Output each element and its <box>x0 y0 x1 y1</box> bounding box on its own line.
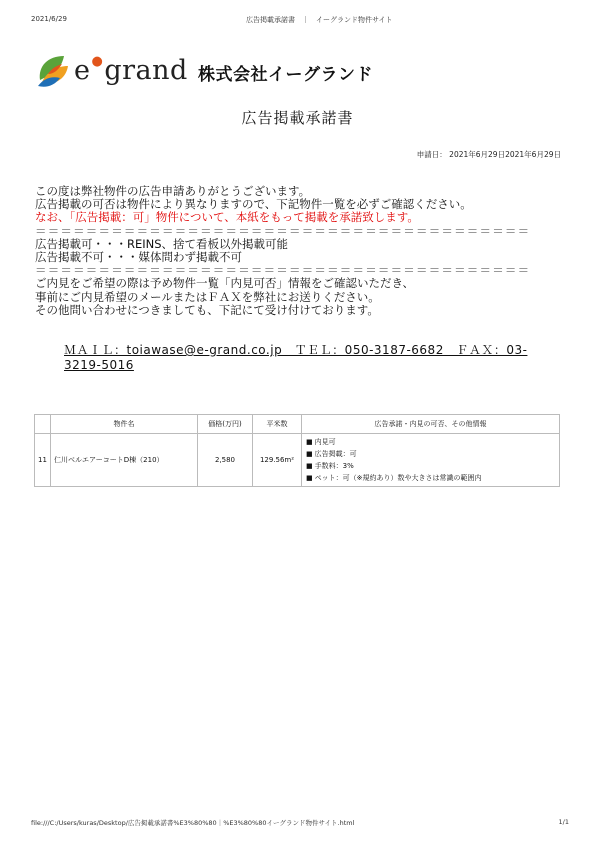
print-url: file:///C:/Users/kuras/Desktop/広告掲載承諾書%E3%80%80｜%E3%80%80イーグランド物件サイト.html <box>31 819 355 827</box>
print-date: 2021/6/29 <box>31 15 67 23</box>
print-page-title: 広告掲載承諾書 ｜ イーグランド物件サイト <box>246 16 393 24</box>
contact-info[interactable]: ＭＡＩＬ：toiawase@e-grand.co.jp ＴＥＬ：050-3187-6682 ＦＡＸ：03-3219-5016 <box>64 343 528 372</box>
intro-line-viewing: ご内見をご希望の際は予め物件一覧「内見可否」情報をご確認いただき、 <box>35 276 415 291</box>
property-area: 129.56m² <box>253 434 302 487</box>
column-header-area: 平米数 <box>253 415 302 434</box>
info-ad-status: 広告掲載：可 <box>314 450 357 458</box>
intro-text <box>35 185 565 317</box>
ad-ng-definition: 広告掲載不可・・・媒体問わず掲載不可 <box>35 250 242 265</box>
print-header <box>0 13 595 25</box>
divider-rule: ＝＝＝＝＝＝＝＝＝＝＝＝＝＝＝＝＝＝＝＝＝＝＝＝＝＝＝＝＝＝＝＝＝＝＝＝＝＝＝ <box>35 224 531 238</box>
property-info <box>302 434 560 487</box>
page-number: 1/1 <box>558 818 569 826</box>
wordmark-e: e <box>74 55 91 86</box>
application-date: 申請日： 2021年6月29日2021年6月29日 <box>416 150 561 159</box>
table-row <box>35 434 560 487</box>
intro-line-request: 事前にご内見希望のメールまたはＦＡＸを弊社にお送りください。 <box>35 289 380 304</box>
table-header-row <box>35 415 560 434</box>
square-bullet-icon: ■ <box>306 450 313 458</box>
column-header-price: 価格(万円) <box>198 415 253 434</box>
page-title: 広告掲載承諾書 <box>241 109 354 127</box>
wordmark-rest: grand <box>104 55 188 86</box>
info-item <box>306 472 555 484</box>
column-header-name: 物件名 <box>51 415 198 434</box>
egrand-wordmark <box>74 54 188 86</box>
row-number: 11 <box>35 434 51 487</box>
property-price: 2,580 <box>198 434 253 487</box>
property-table <box>34 414 560 487</box>
property-name: 仁川ベルエアーコートD棟（210） <box>51 434 198 487</box>
info-item <box>306 448 555 460</box>
print-footer <box>0 816 595 828</box>
company-name: 株式会社イーグランド <box>198 65 373 85</box>
info-pet: ペット：可（※規約あり）数や大きさは常識の範囲内 <box>314 474 482 482</box>
square-bullet-icon: ■ <box>306 438 313 446</box>
wordmark-dot: ● <box>91 54 104 69</box>
intro-line-thanks: この度は弊社物件の広告申請ありがとうございます。 <box>35 184 311 198</box>
column-header-no <box>35 415 51 434</box>
info-item <box>306 460 555 472</box>
ad-ok-definition: 広告掲載可・・・REINS、捨て看板以外掲載可能 <box>35 236 289 251</box>
intro-line-availability: 広告掲載の可否は物件により異なりますので、下記物件一覧を必ずご確認ください。 <box>35 197 472 212</box>
info-item <box>306 436 555 448</box>
square-bullet-icon: ■ <box>306 462 313 470</box>
column-header-info: 広告承諾・内見の可否、その他情報 <box>302 415 560 434</box>
square-bullet-icon: ■ <box>306 474 313 482</box>
info-fee: 手数料：3% <box>314 462 354 470</box>
info-viewing: 内見可 <box>314 438 336 446</box>
intro-line-inquiry: その他問い合わせにつきましても、下記にて受け付けております。 <box>35 302 379 317</box>
divider-rule: ＝＝＝＝＝＝＝＝＝＝＝＝＝＝＝＝＝＝＝＝＝＝＝＝＝＝＝＝＝＝＝＝＝＝＝＝＝＝＝ <box>35 264 531 278</box>
egrand-leaf-icon <box>34 52 72 90</box>
company-logo <box>34 52 374 92</box>
intro-line-consent-notice: なお、「広告掲載：可」物件について、本紙をもって掲載を承諾致します。 <box>35 210 419 225</box>
